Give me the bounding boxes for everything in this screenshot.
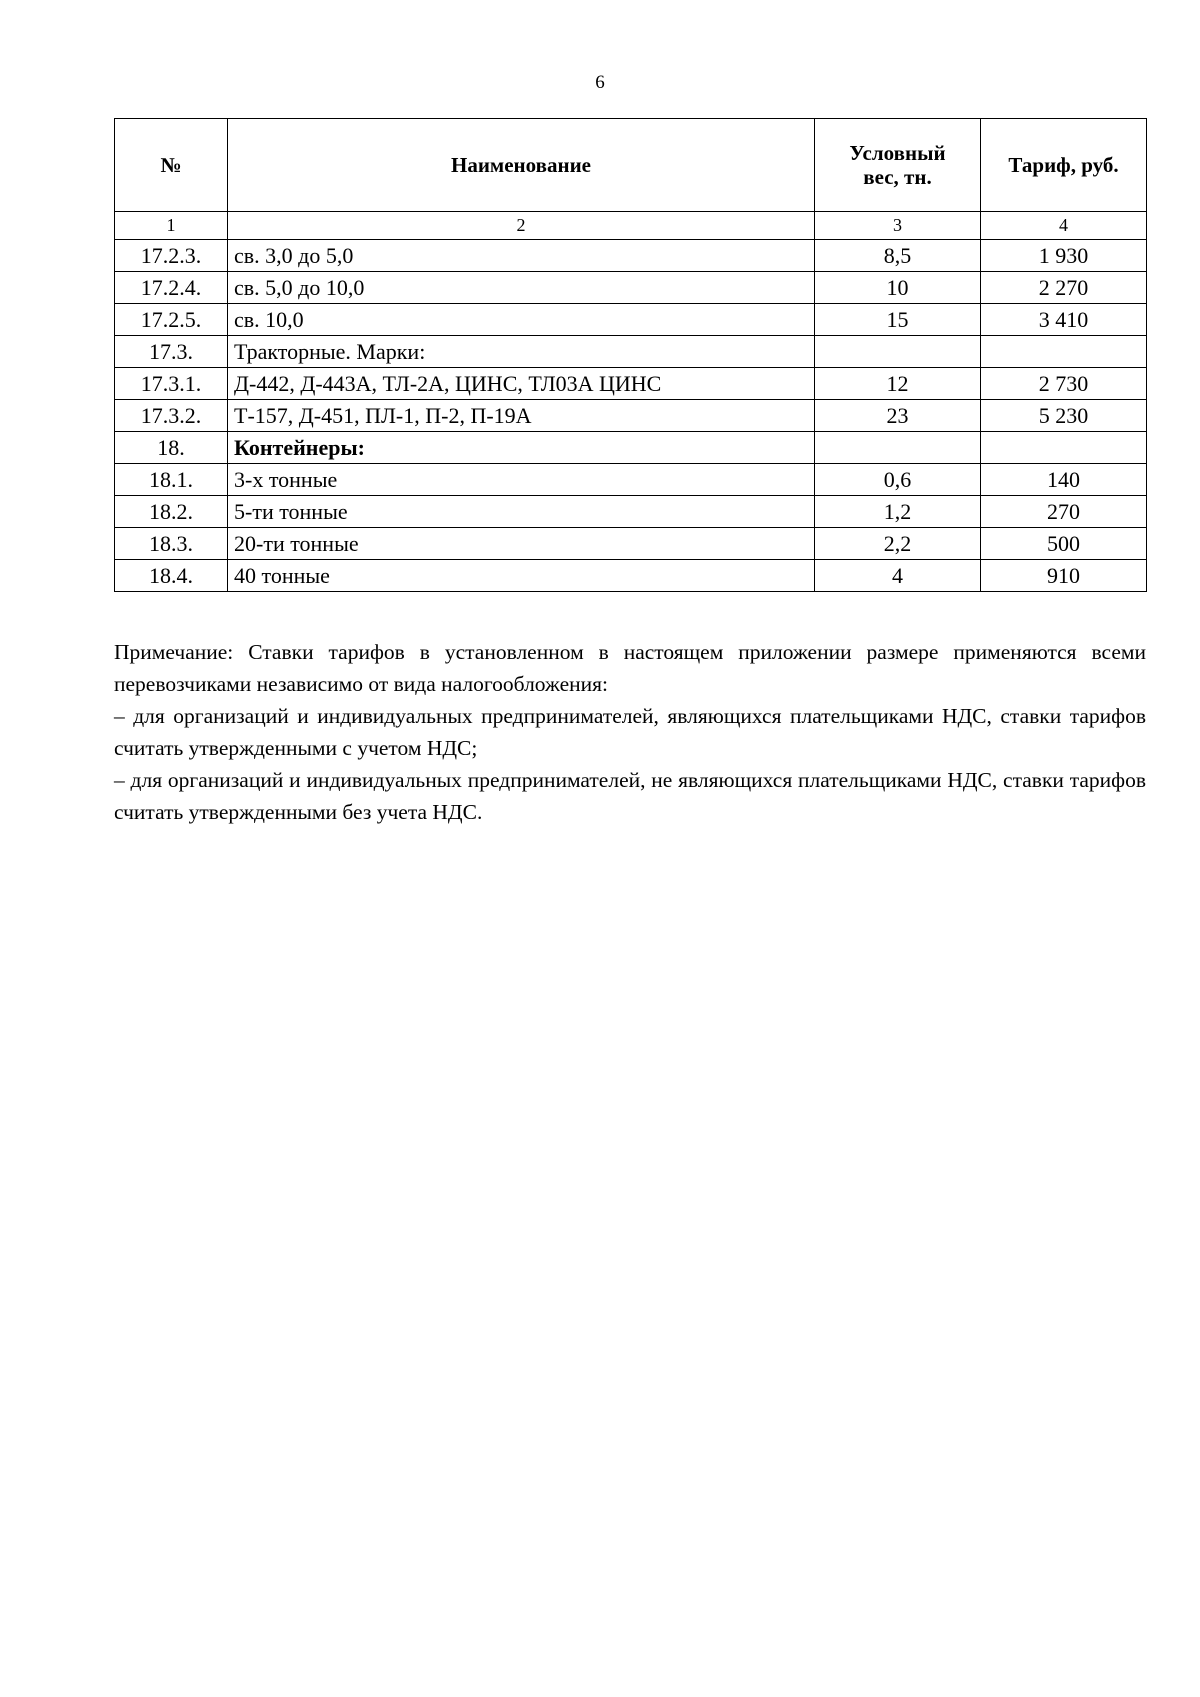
- row-name: 20-ти тонные: [228, 528, 815, 560]
- row-weight: 23: [815, 400, 981, 432]
- table-row: [115, 304, 1147, 336]
- row-number: 17.3.: [115, 336, 228, 368]
- row-weight: 1,2: [815, 496, 981, 528]
- row-tariff: [981, 336, 1147, 368]
- row-name: Тракторные. Марки:: [228, 336, 815, 368]
- note-paragraph: – для организаций и индивидуальных предпринимателей, не являющихся плательщиками НДС, ставки тарифов считать утвержденными без учета НДС.: [114, 768, 1146, 824]
- row-number: 17.2.4.: [115, 272, 228, 304]
- header-weight: [815, 119, 981, 212]
- column-number: 1: [115, 212, 228, 240]
- row-tariff: 3 410: [981, 304, 1147, 336]
- row-tariff: 2 730: [981, 368, 1147, 400]
- header-weight-line1: Условный: [849, 140, 946, 165]
- table-row: [115, 560, 1147, 592]
- row-number: 18.3.: [115, 528, 228, 560]
- column-number: 2: [228, 212, 815, 240]
- row-tariff: [981, 432, 1147, 464]
- table-row: [115, 272, 1147, 304]
- row-weight: 2,2: [815, 528, 981, 560]
- row-name: Т-157, Д-451, ПЛ-1, П-2, П-19А: [228, 400, 815, 432]
- row-name: св. 3,0 до 5,0: [228, 240, 815, 272]
- row-weight: [815, 336, 981, 368]
- table-row: [115, 528, 1147, 560]
- row-weight: 8,5: [815, 240, 981, 272]
- header-weight-line2: вес, тн.: [863, 165, 932, 189]
- row-name: 3-х тонные: [228, 464, 815, 496]
- header-num: №: [115, 119, 228, 212]
- column-numbers-row: [115, 212, 1147, 240]
- page-number: 6: [595, 72, 605, 93]
- header-tariff: Тариф, руб.: [981, 119, 1147, 212]
- table-row: [115, 464, 1147, 496]
- row-number: 17.3.2.: [115, 400, 228, 432]
- row-tariff: 270: [981, 496, 1147, 528]
- row-name: св. 10,0: [228, 304, 815, 336]
- row-weight: 10: [815, 272, 981, 304]
- row-tariff: 5 230: [981, 400, 1147, 432]
- row-weight: 4: [815, 560, 981, 592]
- note: [114, 636, 1146, 828]
- table-row: [115, 400, 1147, 432]
- row-tariff: 2 270: [981, 272, 1147, 304]
- table-row: [115, 432, 1147, 464]
- row-weight: 0,6: [815, 464, 981, 496]
- table-row: [115, 496, 1147, 528]
- row-number: 17.2.3.: [115, 240, 228, 272]
- row-tariff: 140: [981, 464, 1147, 496]
- table-row: [115, 240, 1147, 272]
- row-number: 18.1.: [115, 464, 228, 496]
- tariff-table: [114, 118, 1147, 592]
- row-number: 17.2.5.: [115, 304, 228, 336]
- row-number: 18.: [115, 432, 228, 464]
- header-name: Наименование: [228, 119, 815, 212]
- row-number: 17.3.1.: [115, 368, 228, 400]
- table-row: [115, 368, 1147, 400]
- row-name: св. 5,0 до 10,0: [228, 272, 815, 304]
- row-tariff: 910: [981, 560, 1147, 592]
- table-header-row: [115, 119, 1147, 212]
- row-name: 5-ти тонные: [228, 496, 815, 528]
- row-weight: 15: [815, 304, 981, 336]
- column-number: 3: [815, 212, 981, 240]
- table-row: [115, 336, 1147, 368]
- row-tariff: 500: [981, 528, 1147, 560]
- row-tariff: 1 930: [981, 240, 1147, 272]
- row-name: Контейнеры:: [228, 432, 815, 464]
- row-weight: 12: [815, 368, 981, 400]
- row-name: Д-442, Д-443А, ТЛ-2А, ЦИНС, ТЛ03А ЦИНС: [228, 368, 815, 400]
- column-number: 4: [981, 212, 1147, 240]
- row-number: 18.4.: [115, 560, 228, 592]
- row-weight: [815, 432, 981, 464]
- row-name: 40 тонные: [228, 560, 815, 592]
- note-paragraph: Примечание: Ставки тарифов в установленном в настоящем приложении размере применяются всеми перевозчиками независимо от вида налогообложения:: [114, 640, 1146, 696]
- row-number: 18.2.: [115, 496, 228, 528]
- note-paragraph: – для организаций и индивидуальных предпринимателей, являющихся плательщиками НДС, ставки тарифов считать утвержденными с учетом НДС;: [114, 704, 1146, 760]
